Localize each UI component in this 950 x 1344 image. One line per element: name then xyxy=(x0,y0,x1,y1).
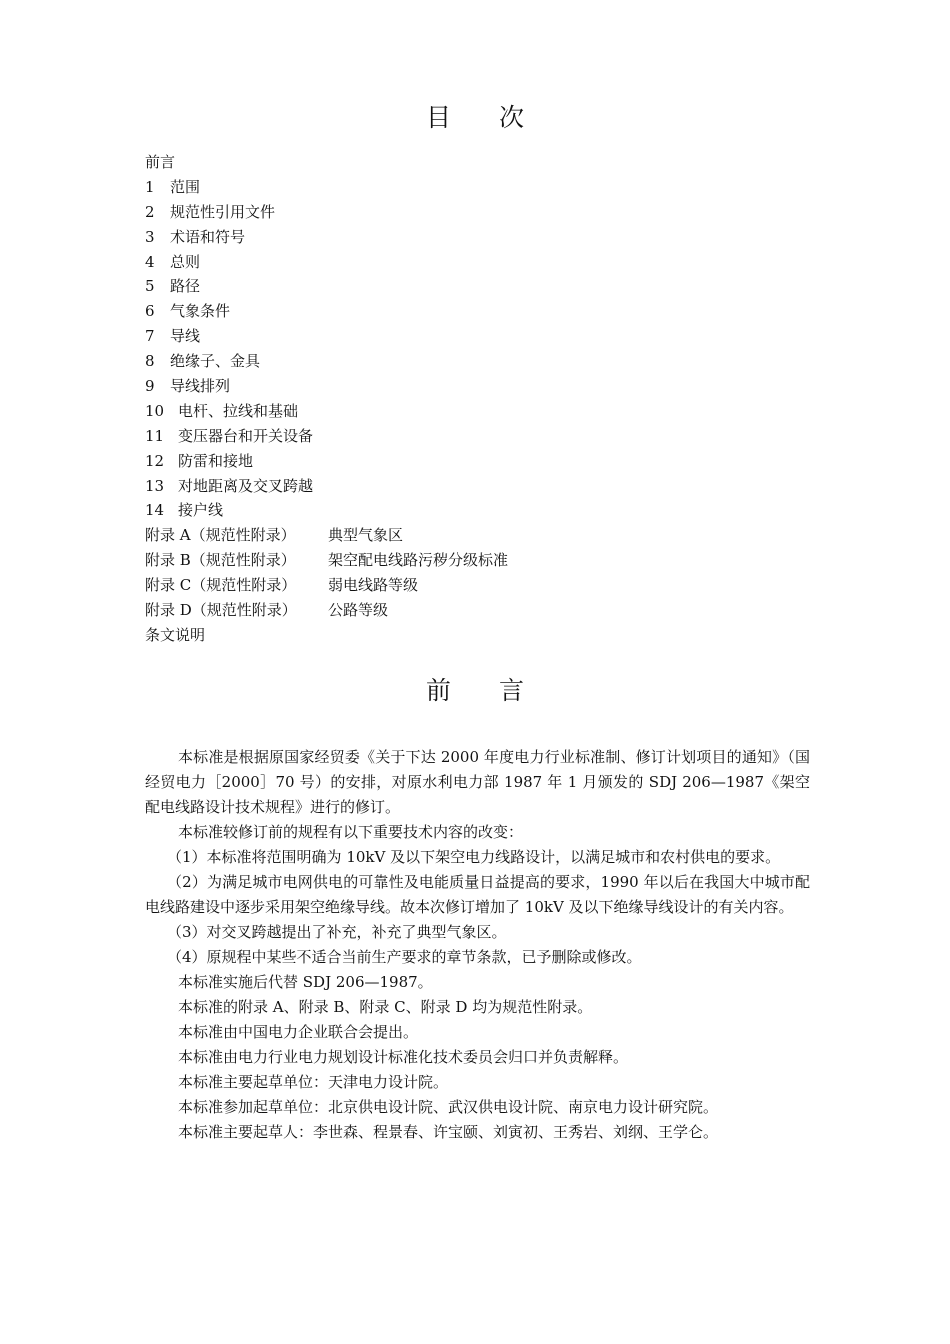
toc-entry-number: 8 xyxy=(145,352,155,371)
toc-entry[interactable] xyxy=(145,449,508,474)
toc-entry-number: 3 xyxy=(145,227,155,246)
preface-paragraph: 本标准是根据原国家经贸委《关于下达 2000 年度电力行业标准制、修订计划项目的通知》（国经贸电力［2000］70 号）的安排，对原水利电力部 1987 年 1 月颁发的 SDJ 206—1987《架空配电线路设计技术规程》进行的修订。 xyxy=(145,748,810,816)
toc-entry[interactable] xyxy=(145,200,508,225)
toc-entry-label: 路径 xyxy=(170,277,201,296)
toc-entry[interactable] xyxy=(145,424,508,449)
toc-entry-label: 术语和符号 xyxy=(170,227,246,246)
appendix-label: 附录 C（规范性附录） xyxy=(145,576,297,595)
toc-entry-number: 2 xyxy=(145,202,155,221)
preface-list-item: （3）对交叉跨越提出了补充，补充了典型气象区。 xyxy=(167,923,507,941)
toc-entry[interactable] xyxy=(145,374,508,399)
toc-entry[interactable] xyxy=(145,324,508,349)
toc-appendix-entry[interactable] xyxy=(145,548,508,573)
toc-appendix-entry[interactable] xyxy=(145,523,508,548)
toc-entry[interactable] xyxy=(145,349,508,374)
toc-entry-number: 4 xyxy=(145,252,155,271)
preface-paragraph: 本标准的附录 A、附录 B、附录 C、附录 D 均为规范性附录。 xyxy=(178,998,593,1016)
appendix-label: 附录 B（规范性附录） xyxy=(145,551,296,570)
appendix-title: 典型气象区 xyxy=(328,526,404,545)
toc-entry[interactable] xyxy=(145,299,508,324)
preface-list-item: （2）为满足城市电网供电的可靠性及电能质量日益提高的要求，1990 年以后在我国大中城市配电线路建设中逐步采用架空绝缘导线。故本次修订增加了 10kV 及以下绝缘导线设计的有关内容。 xyxy=(145,873,810,916)
toc-entry-number: 13 xyxy=(145,476,165,495)
toc-entry-label: 条文说明 xyxy=(145,625,206,644)
toc-entry[interactable] xyxy=(145,175,508,200)
toc-entry-label: 对地距离及交叉跨越 xyxy=(178,476,314,495)
toc-entry-label: 前言 xyxy=(145,153,176,171)
toc-entry[interactable] xyxy=(145,150,508,175)
toc-entry-number: 9 xyxy=(145,377,155,396)
toc-entry-label: 防雷和接地 xyxy=(178,451,254,470)
toc-entry[interactable] xyxy=(145,274,508,299)
toc-entry[interactable] xyxy=(145,623,508,648)
toc-entry-label: 绝缘子、金具 xyxy=(170,352,261,371)
preface-body xyxy=(145,745,810,1145)
preface-list-item: （4）原规程中某些不适合当前生产要求的章节条款，已予删除或修改。 xyxy=(167,948,642,966)
toc-appendix-entry[interactable] xyxy=(145,598,508,623)
toc-entry[interactable] xyxy=(145,498,508,523)
toc-entry[interactable] xyxy=(145,250,508,275)
toc-entry-label: 电杆、拉线和基础 xyxy=(178,401,299,420)
toc-entry[interactable] xyxy=(145,225,508,250)
toc-entry-number: 7 xyxy=(145,327,155,346)
preface-paragraph: 本标准由中国电力企业联合会提出。 xyxy=(178,1023,419,1041)
toc-entry-label: 规范性引用文件 xyxy=(170,202,276,221)
appendix-label: 附录 D（规范性附录） xyxy=(145,601,297,620)
toc-title: 目次 xyxy=(425,103,572,132)
toc-entry-label: 导线排列 xyxy=(170,377,231,396)
preface-paragraph: 本标准较修订前的规程有以下重要技术内容的改变： xyxy=(178,823,524,841)
toc-entry-number: 11 xyxy=(145,426,165,445)
toc-entry-label: 范围 xyxy=(170,177,201,196)
appendix-title: 弱电线路等级 xyxy=(328,576,419,595)
toc-entry-label: 总则 xyxy=(170,252,201,271)
appendix-title: 架空配电线路污秽分级标准 xyxy=(328,551,509,570)
table-of-contents xyxy=(145,150,508,648)
preface-paragraph: 本标准实施后代替 SDJ 206—1987。 xyxy=(178,973,433,991)
toc-entry[interactable] xyxy=(145,474,508,499)
preface-paragraph: 本标准主要起草人：李世森、程景春、许宝颐、刘寅初、王秀岩、刘纲、王学仑。 xyxy=(178,1123,719,1141)
preface-list-item: （1）本标准将范围明确为 10kV 及以下架空电力线路设计，以满足城市和农村供电的要求。 xyxy=(167,848,781,866)
toc-entry-number: 12 xyxy=(145,451,165,470)
toc-entry-number: 5 xyxy=(145,277,155,296)
toc-entry-label: 变压器台和开关设备 xyxy=(178,426,314,445)
appendix-title: 公路等级 xyxy=(328,601,389,620)
preface-paragraph: 本标准主要起草单位：天津电力设计院。 xyxy=(178,1073,449,1091)
toc-appendix-entry[interactable] xyxy=(145,573,508,598)
toc-entry-number: 6 xyxy=(145,302,155,321)
preface-paragraph: 本标准参加起草单位：北京供电设计院、武汉供电设计院、南京电力设计研究院。 xyxy=(178,1098,719,1116)
preface-paragraph: 本标准由电力行业电力规划设计标准化技术委员会归口并负责解释。 xyxy=(178,1048,629,1066)
toc-entry-number: 1 xyxy=(145,177,155,196)
toc-entry-label: 气象条件 xyxy=(170,302,231,321)
toc-entry-number: 14 xyxy=(145,501,165,520)
toc-entry-label: 导线 xyxy=(170,327,201,346)
toc-entry-label: 接户线 xyxy=(178,501,224,520)
preface-title: 前言 xyxy=(425,676,572,705)
toc-entry-number: 10 xyxy=(145,401,165,420)
appendix-label: 附录 A（规范性附录） xyxy=(145,526,296,545)
toc-entry[interactable] xyxy=(145,399,508,424)
